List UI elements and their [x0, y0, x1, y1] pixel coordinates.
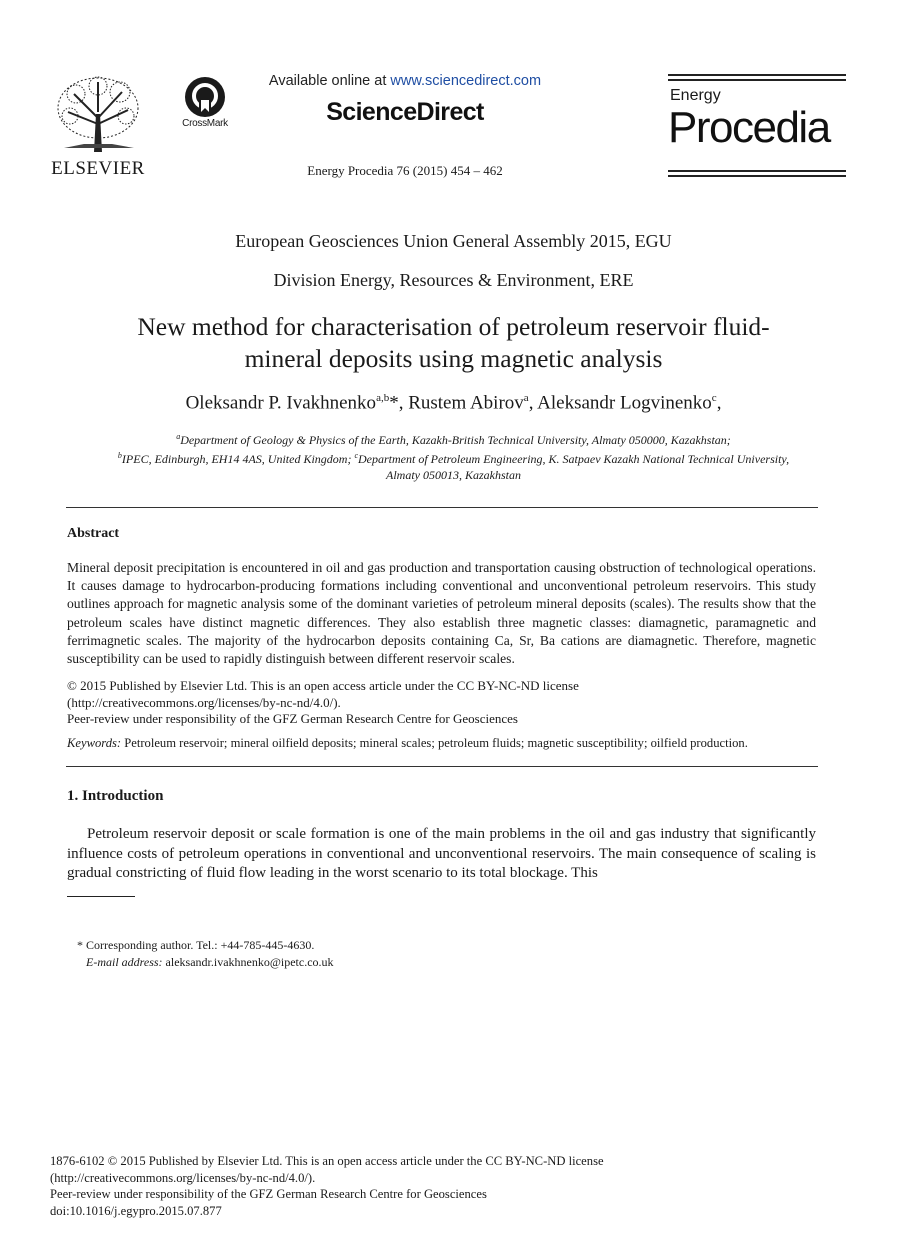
author-affiliation-marker: a [523, 392, 529, 404]
top-rule [668, 74, 846, 76]
affiliation-a [70, 429, 837, 448]
publisher-name: ELSEVIER [51, 158, 145, 179]
sciencedirect-wordmark: ScienceDirect [326, 98, 484, 126]
introduction-heading: 1. Introduction [67, 788, 164, 804]
section-divider [66, 766, 818, 767]
affiliation-text: Department of Geology & Physics of the Earth, Kazakh-British Technical University, Almaty 050000, Kazakhstan; [180, 433, 731, 447]
crossmark-icon [184, 76, 226, 118]
keywords-label: Keywords: [67, 736, 122, 750]
crossmark-badge[interactable] [176, 74, 234, 134]
sciencedirect-link[interactable]: www.sciencedirect.com [390, 73, 542, 89]
author-separator: , [528, 392, 538, 414]
affiliation-text: IPEC, Edinburgh, EH14 4AS, United Kingdom; [121, 452, 355, 466]
journal-word-procedia: Procedia [668, 103, 830, 152]
license-line: © 2015 Published by Elsevier Ltd. This is an open access article under the CC BY-NC-ND license [67, 678, 579, 693]
elsevier-logo [50, 74, 146, 178]
page-footer [50, 1153, 750, 1219]
available-online-line [240, 73, 570, 89]
footer-license-link[interactable]: (http://creativecommons.org/licenses/by-nc-nd/4.0/). [50, 1170, 316, 1185]
keywords-list: Petroleum reservoir; mineral oilfield deposits; mineral scales; petroleum fluids; magnetic susceptibility; oilfield production. [121, 736, 748, 750]
footer-peer-review: Peer-review under responsibility of the GFZ German Research Centre for Geosciences [50, 1187, 487, 1201]
affiliation-marker: b [117, 451, 122, 460]
introduction-body: Petroleum reservoir deposit or scale formation is one of the main problems in the oil and gas industry that significantly influence costs of petroleum operations in conventional and unconventional reservoirs. The main consequence of scaling is gradual constricting of fluid flow leading in the worst scenario to its total blockage. This [67, 826, 816, 881]
affiliations [70, 429, 837, 483]
affiliation-c-cont: Almaty 050013, Kazakhstan [386, 468, 521, 482]
email-address[interactable]: aleksandr.ivakhnenko@ipetc.co.uk [162, 955, 334, 969]
top-rule-2 [668, 79, 846, 81]
author-affiliation-marker: c [711, 392, 717, 404]
abstract-heading: Abstract [67, 526, 120, 541]
corresponding-marker: * [389, 392, 399, 414]
affiliation-marker: a [176, 432, 181, 441]
abstract-body: Mineral deposit precipitation is encountered in oil and gas production and transportation causing obstruction of technological operations. It causes damage to hydrocarbon-producing formations including conventional and unconventional petroleum reservoirs. This study outlines approach for magnetic analysis some of the dominant varieties of petroleum mineral deposits (scales). The results show that the petroleum scales have distinct magnetic differences. They also establish three magnetic classes: diamagnetic, paramagnetic and ferrimagnetic scales. The majority of the hydrocarbon deposits containing Ca, Sr, Ba cations are diamagnetic. Therefore, magnetic susceptibility can be used to rapidly distinguish between different reservoir scales. [67, 560, 816, 667]
footnote [77, 937, 334, 971]
journal-word-energy: Energy [670, 87, 721, 104]
peer-review-line: Peer-review under responsibility of the GFZ German Research Centre for Geosciences [67, 711, 518, 726]
elsevier-tree-icon [54, 74, 142, 154]
crossmark-label: CrossMark [182, 118, 228, 129]
keywords-line [67, 736, 827, 751]
paper-title [80, 311, 827, 375]
available-prefix: Available online at [268, 73, 391, 89]
conference-division: Division Energy, Resources & Environment, ERE [273, 270, 634, 290]
license-link[interactable]: (http://creativecommons.org/licenses/by-nc-nd/4.0/). [67, 694, 341, 710]
title-line-1: New method for characterisation of petroleum reservoir fluid- [137, 312, 770, 341]
author-name: Rustem Abirov [408, 392, 524, 414]
bottom-rule [668, 170, 846, 172]
license-block [67, 678, 816, 728]
email-note [77, 954, 334, 971]
affiliation-marker: c [354, 451, 359, 460]
affiliation-text: Department of Petroleum Engineering, K. Satpaev Kazakh National Technical University, [358, 452, 790, 466]
author-name: Aleksandr Logvinenko [537, 392, 712, 414]
corresponding-author-note: * Corresponding author. Tel.: +44-785-445-4630. [77, 938, 315, 952]
footer-doi[interactable]: doi:10.1016/j.egypro.2015.07.877 [50, 1203, 222, 1218]
author-list [0, 392, 907, 414]
journal-logo [668, 74, 848, 178]
author-affiliation-marker: a,b [376, 392, 390, 404]
conference-name: European Geosciences Union General Assembly 2015, EGU [235, 231, 672, 251]
footnote-rule [67, 896, 135, 897]
author-name: Oleksandr P. Ivakhnenko [185, 392, 377, 414]
footer-issn-license: 1876-6102 © 2015 Published by Elsevier Ltd. This is an open access article under the CC BY-NC-ND license [50, 1154, 604, 1168]
bottom-rule-2 [668, 175, 846, 177]
journal-reference: Energy Procedia 76 (2015) 454 – 462 [307, 163, 503, 178]
section-divider [66, 507, 818, 508]
author-separator: , [716, 392, 722, 414]
email-label: E-mail address: [86, 955, 163, 969]
affiliation-b-c [70, 448, 837, 467]
author-separator: , [398, 392, 409, 414]
title-line-2: mineral deposits using magnetic analysis [244, 344, 663, 373]
